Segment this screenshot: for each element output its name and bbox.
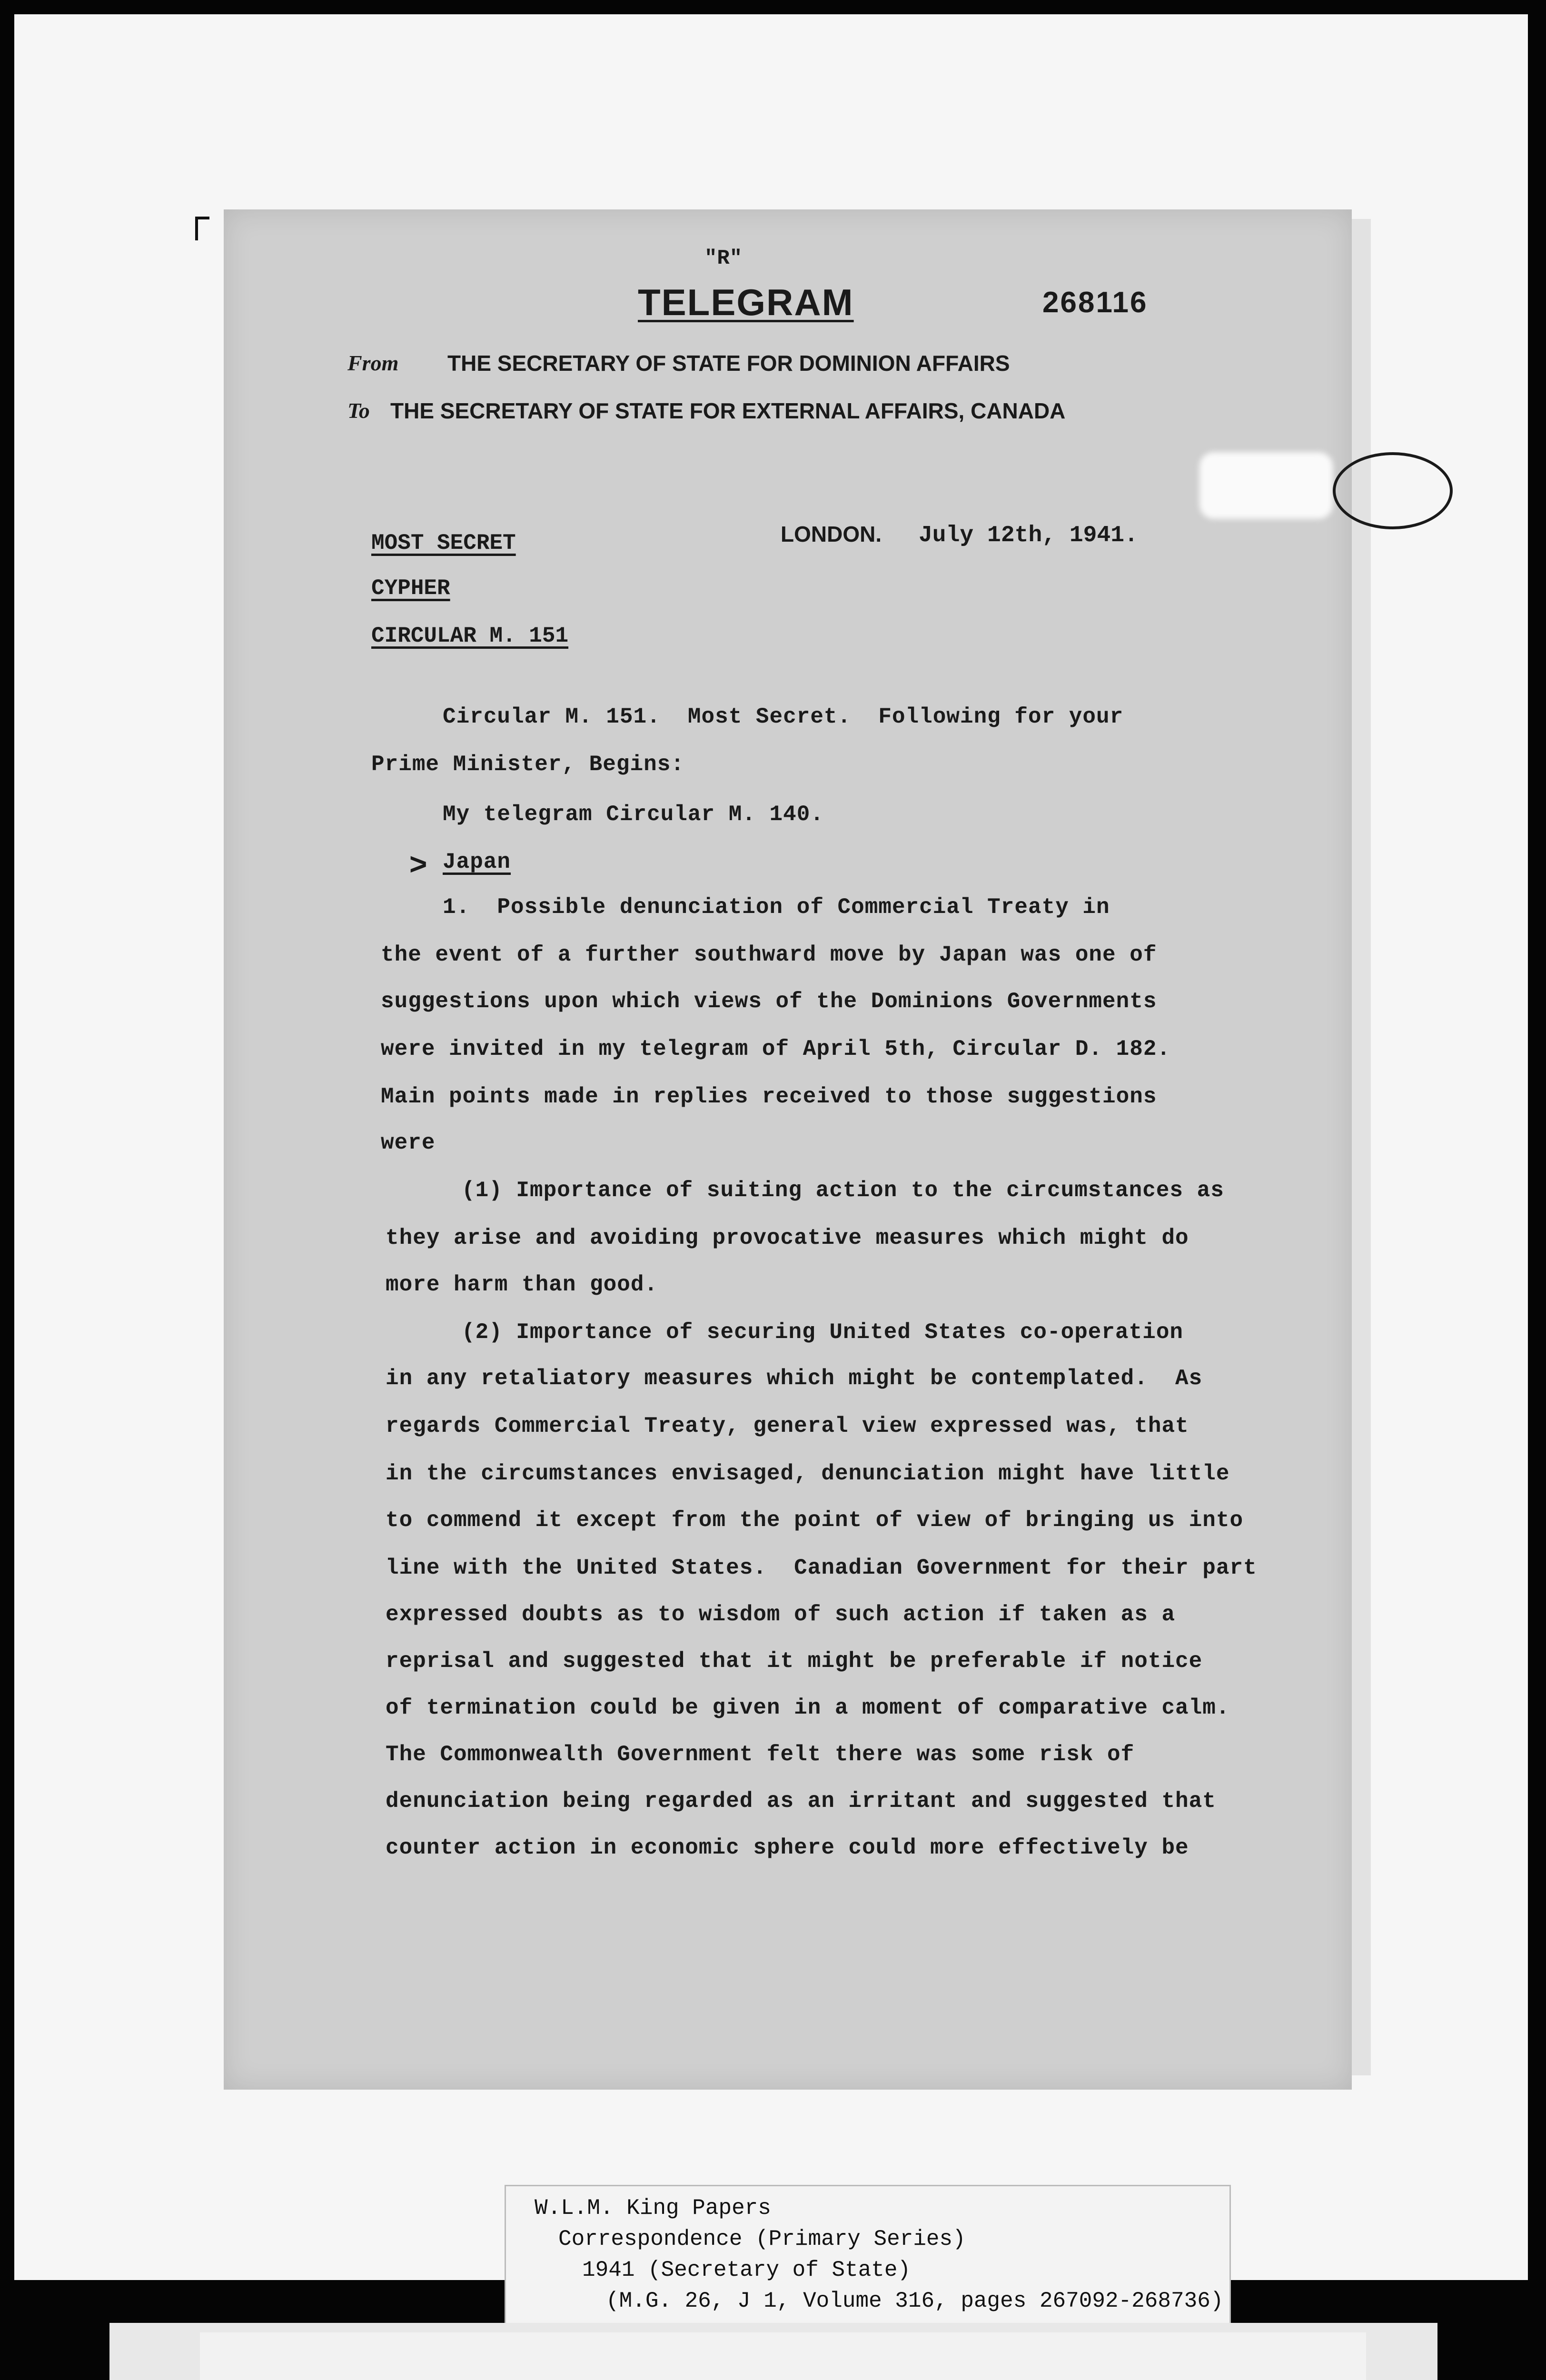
redaction-stamp bbox=[1199, 452, 1333, 519]
body-line: of termination could be given in a moment of comparative calm. bbox=[386, 1696, 1230, 1720]
arrow-mark: > bbox=[409, 847, 427, 881]
body-line: My telegram Circular M. 140. bbox=[443, 802, 824, 827]
telegram-title: TELEGRAM bbox=[638, 281, 854, 323]
body-line: Circular M. 151. Most Secret. Following for your bbox=[443, 704, 1124, 729]
date: July 12th, 1941. bbox=[919, 523, 1138, 548]
reference-line-2: Correspondence (Primary Series) bbox=[558, 2227, 966, 2251]
body-line: Main points made in replies received to those suggestions bbox=[381, 1084, 1157, 1109]
body-line: (2) Importance of securing United States co-operation bbox=[462, 1320, 1184, 1345]
to-label: To bbox=[347, 398, 370, 423]
body-line: expressed doubts as to wisdom of such action if taken as a bbox=[386, 1602, 1176, 1627]
body-line: they arise and avoiding provocative measures which might do bbox=[386, 1226, 1189, 1250]
from-text: THE SECRETARY OF STATE FOR DOMINION AFFAIRS bbox=[447, 351, 1010, 376]
reference-line-3: 1941 (Secretary of State) bbox=[582, 2258, 911, 2282]
body-line: to commend it except from the point of view of bringing us into bbox=[386, 1508, 1244, 1533]
section-heading-japan: Japan bbox=[443, 850, 511, 874]
classification: MOST SECRET bbox=[371, 531, 516, 555]
body-line: were bbox=[381, 1130, 436, 1155]
circular-ref: CIRCULAR M. 151 bbox=[371, 624, 569, 648]
corner-mark-top-left-h bbox=[195, 217, 209, 219]
body-line: suggestions upon which views of the Dominions Governments bbox=[381, 989, 1157, 1014]
body-line: Prime Minister, Begins: bbox=[371, 752, 684, 777]
body-line: line with the United States. Canadian Government for their part bbox=[386, 1556, 1257, 1580]
archive-reference-label bbox=[505, 2185, 1231, 2335]
body-line: regards Commercial Treaty, general view expressed was, that bbox=[386, 1414, 1189, 1438]
place: LONDON. bbox=[781, 522, 882, 546]
body-line: denunciation being regarded as an irritant and suggested that bbox=[386, 1789, 1216, 1814]
body-line: The Commonwealth Government felt there was some risk of bbox=[386, 1742, 1135, 1767]
body-line: in the circumstances envisaged, denunciation might have little bbox=[386, 1461, 1230, 1486]
from-label: From bbox=[347, 351, 399, 375]
telegram-number: 268116 bbox=[1042, 286, 1148, 319]
r-mark: "R" bbox=[704, 247, 743, 270]
body-line: counter action in economic sphere could more effectively be bbox=[386, 1835, 1189, 1860]
corner-mark-top-left bbox=[195, 217, 198, 240]
number-circle-mark bbox=[1333, 452, 1453, 529]
body-line: were invited in my telegram of April 5th, Circular D. 182. bbox=[381, 1037, 1171, 1061]
reference-line-4: (M.G. 26, J 1, Volume 316, pages 267092-268736) bbox=[606, 2289, 1224, 2313]
archive-card bbox=[200, 2332, 1366, 2380]
body-line: the event of a further southward move by Japan was one of bbox=[381, 942, 1157, 967]
body-line: more harm than good. bbox=[386, 1272, 658, 1297]
body-line: 1. Possible denunciation of Commercial Treaty in bbox=[443, 895, 1110, 920]
body-line: reprisal and suggested that it might be preferable if notice bbox=[386, 1649, 1203, 1674]
body-line: (1) Importance of suiting action to the circumstances as bbox=[462, 1178, 1224, 1203]
body-line: in any retaliatory measures which might be contemplated. As bbox=[386, 1366, 1203, 1391]
reference-line-1: W.L.M. King Papers bbox=[535, 2196, 771, 2221]
telegram-page bbox=[224, 209, 1352, 2090]
to-text: THE SECRETARY OF STATE FOR EXTERNAL AFFAIRS, CANADA bbox=[390, 398, 1066, 423]
method: CYPHER bbox=[371, 576, 450, 601]
